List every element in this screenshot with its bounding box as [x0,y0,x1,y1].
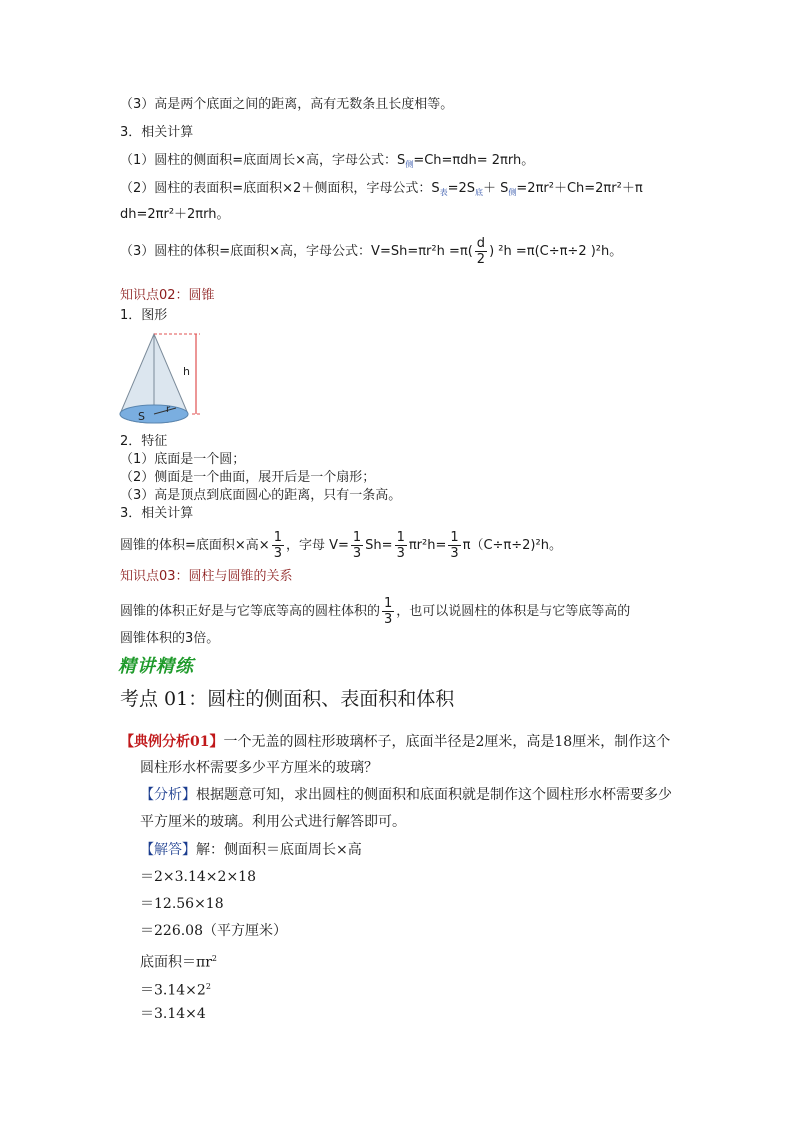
section-title: 考点 01：圆柱的侧面积、表面积和体积 [120,688,455,710]
frac-den: 3 [352,546,362,561]
analysis-tag: 【分析】 [140,787,196,803]
relation-heading: 知识点03：圆柱与圆锥的关系 [120,569,293,584]
frac-num: 1 [396,530,405,545]
frac-num: d [475,236,487,252]
cylinder-surface-cont: dh=2πr²＋2πrh。 [120,207,230,222]
relation-line-2: 圆锥体积的3倍。 [120,631,220,646]
cone-feature-3: （3）高是顶点到底面圆心的距离，只有一条高。 [120,488,402,503]
relation-text-b: ，也可以说圆柱的体积是与它等底等高的 [396,604,631,619]
cone-vol-part4: πr²h= [408,538,447,553]
base-exp: 2 [211,954,217,963]
fraction-1-3 [272,530,284,561]
relation-line-1 [120,596,630,627]
cylinder-surface-formula [120,180,643,202]
fraction-1-3 [382,596,394,627]
fraction-d-over-2 [475,236,487,267]
lateral-text: （1）圆柱的侧面积=底面周长×高，字母公式：S [120,153,406,168]
example-question-line-1 [120,732,670,752]
answer-step-3: ＝226.08（平方厘米） [140,923,287,939]
cone-feature-2: （2）侧面是一个曲面，展开后是一个扇形； [120,470,376,485]
fraction-1-3 [351,530,363,561]
base-label: 底面积＝πr [140,954,212,971]
frac-num: 1 [273,530,282,545]
cylinder-lateral-formula [120,152,534,174]
analysis-line-1 [140,785,672,805]
step4-exp: 2 [205,982,211,991]
cone-label-r: r [166,404,171,415]
surface-mid2: ＋ S [483,181,509,196]
practice-banner: 精讲精练 [118,656,194,677]
surface-sub1: 表 [439,188,448,197]
cone-heading: 知识点02：圆锥 [120,288,215,303]
answer-line-1 [140,840,362,860]
frac-num: 1 [352,530,362,545]
cone-vol-part1: 圆锥的体积=底面积×高× [120,538,270,553]
cone-volume-formula [120,530,562,561]
surface-sub2: 底 [475,188,484,197]
answer-ans1: 解：侧面积＝底面周长×高 [196,842,362,858]
lateral-formula: =Ch=πdh= 2πrh。 [413,153,535,168]
surface-mid1: =2S [447,181,476,196]
cylinder-feature-3: （3）高是两个底面之间的距离，高有无数条且长度相等。 [120,97,454,112]
frac-num: 1 [450,530,459,545]
cone-figure-heading: 1．图形 [120,308,168,323]
example-tag: 【典例分析01】 [120,734,224,750]
frac-den: 2 [476,252,486,267]
answer-step-1: ＝2×3.14×2×18 [140,869,256,885]
fraction-1-3 [395,530,407,561]
cylinder-calc-heading: 3．相关计算 [120,125,194,140]
base-area-line [140,949,217,973]
volume-formula: ) ²h =π(C÷π÷2 )²h。 [489,244,623,259]
frac-den: 3 [396,546,405,561]
answer-tag: 【解答】 [140,842,196,858]
cylinder-volume-formula [120,236,622,267]
example-question-line-2: 圆柱形水杯需要多少平方厘米的玻璃？ [140,760,378,776]
cone-vol-part5: π（C÷π÷2)²h。 [462,538,562,553]
lateral-sub: 侧 [405,160,414,169]
frac-den: 3 [384,612,393,627]
frac-num: 1 [384,596,393,611]
frac-den: 3 [273,546,282,561]
answer-step-4 [140,977,211,1001]
relation-text-a: 圆锥的体积正好是与它等底等高的圆柱体积的 [120,604,381,619]
frac-den: 3 [450,546,459,561]
surface-formula: =2πr²＋Ch=2πr²＋π [516,181,643,196]
cone-calc-heading: 3．相关计算 [120,506,194,521]
analysis-line-2: 平方厘米的玻璃。利用公式进行解答即可。 [140,814,406,830]
surface-sub3: 侧 [508,188,517,197]
fraction-1-3 [448,530,460,561]
cone-vol-part3: Sh= [365,538,393,553]
cone-vol-part2: ，字母 V= [285,538,349,553]
example-q1: 一个无盖的圆柱形玻璃杯子，底面半径是2厘米，高是18厘米，制作这个 [223,734,671,750]
surface-text: （2）圆柱的表面积=底面积×2＋侧面积，字母公式：S [120,181,440,196]
answer-step-5: ＝3.14×4 [140,1006,206,1022]
cone-feature-heading: 2．特征 [120,434,168,449]
answer-step-2: ＝12.56×18 [140,896,224,912]
cone-label-s: S [138,410,145,423]
volume-text: （3）圆柱的体积=底面积×高，字母公式：V=Sh=πr²h =π( [120,244,473,259]
cone-label-h: h [183,365,190,378]
step4-text: ＝3.14×2 [140,982,206,999]
analysis-a1: 根据题意可知，求出圆柱的侧面积和底面积就是制作这个圆柱形水杯需要多少 [196,787,672,803]
cone-figure [116,330,216,430]
cone-feature-1: （1）底面是一个圆； [120,452,246,467]
